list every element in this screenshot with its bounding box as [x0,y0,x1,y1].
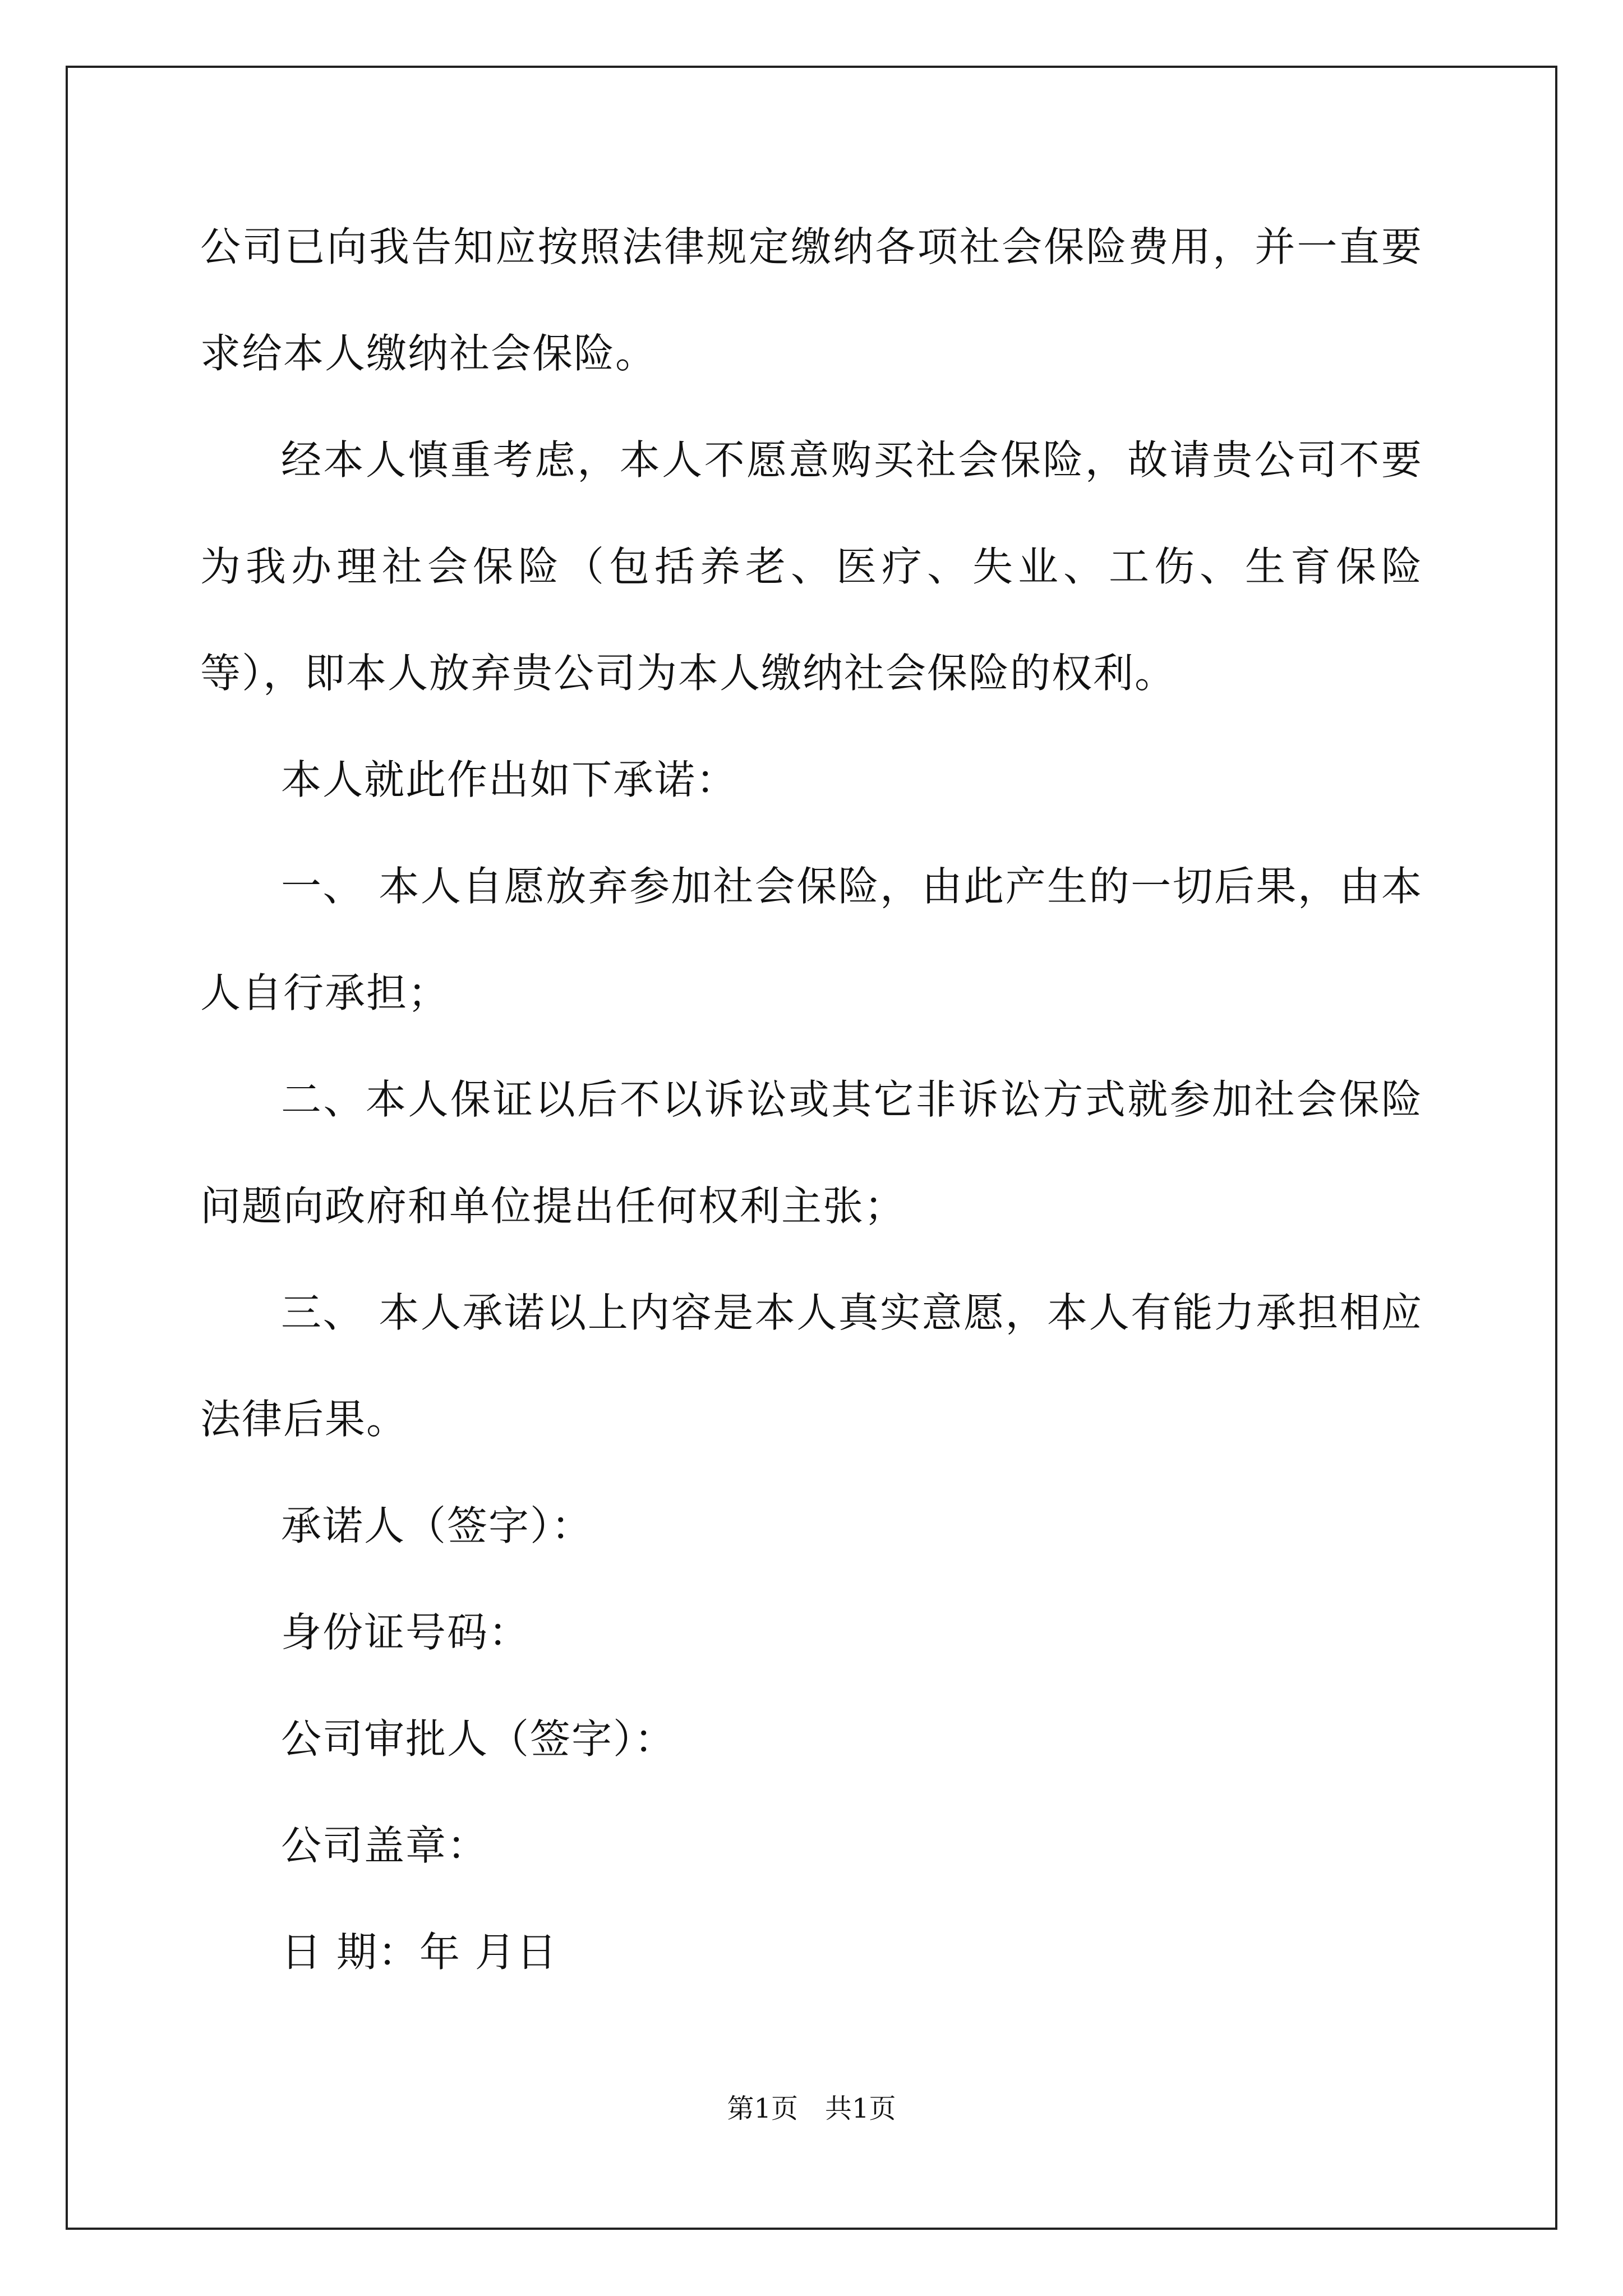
paragraph-commitment-2: 二、本人保证以后不以诉讼或其它非诉讼方式就参加社会保险问题向政府和单位提出任何权利主张； [200,1076,1423,1230]
signature-line-approver: 公司审批人（签字）： [281,1715,676,1763]
page-number-footer: 第1页 共1页 [727,2093,896,2124]
document-body [200,194,1423,2005]
paragraph-commitment-1: 一、 本人自愿放弃参加社会保险，由此产生的一切后果，由本人自行承担； [200,863,1423,1016]
date-line: 日 期：年 月日 [281,1929,558,1976]
paragraph-commitment-3: 三、 本人承诺以上内容是本人真实意愿，本人有能力承担相应法律后果。 [200,1289,1423,1443]
paragraph-commitment-intro: 本人就此作出如下承诺： [281,756,738,803]
paragraph-waiver: 经本人慎重考虑，本人不愿意购买社会保险，故请贵公司不要为我办理社会保险（包括养老、医疗、失业、工伤、生育保险等），即本人放弃贵公司为本人缴纳社会保险的权利。 [200,436,1423,697]
paragraph-notice: 公司已向我告知应按照法律规定缴纳各项社会保险费用，并一直要求给本人缴纳社会保险。 [200,223,1423,377]
id-number-line: 身份证号码： [281,1609,531,1656]
signature-line-promisor: 承诺人（签字）： [281,1502,593,1549]
company-seal-line: 公司盖章： [281,1822,489,1869]
